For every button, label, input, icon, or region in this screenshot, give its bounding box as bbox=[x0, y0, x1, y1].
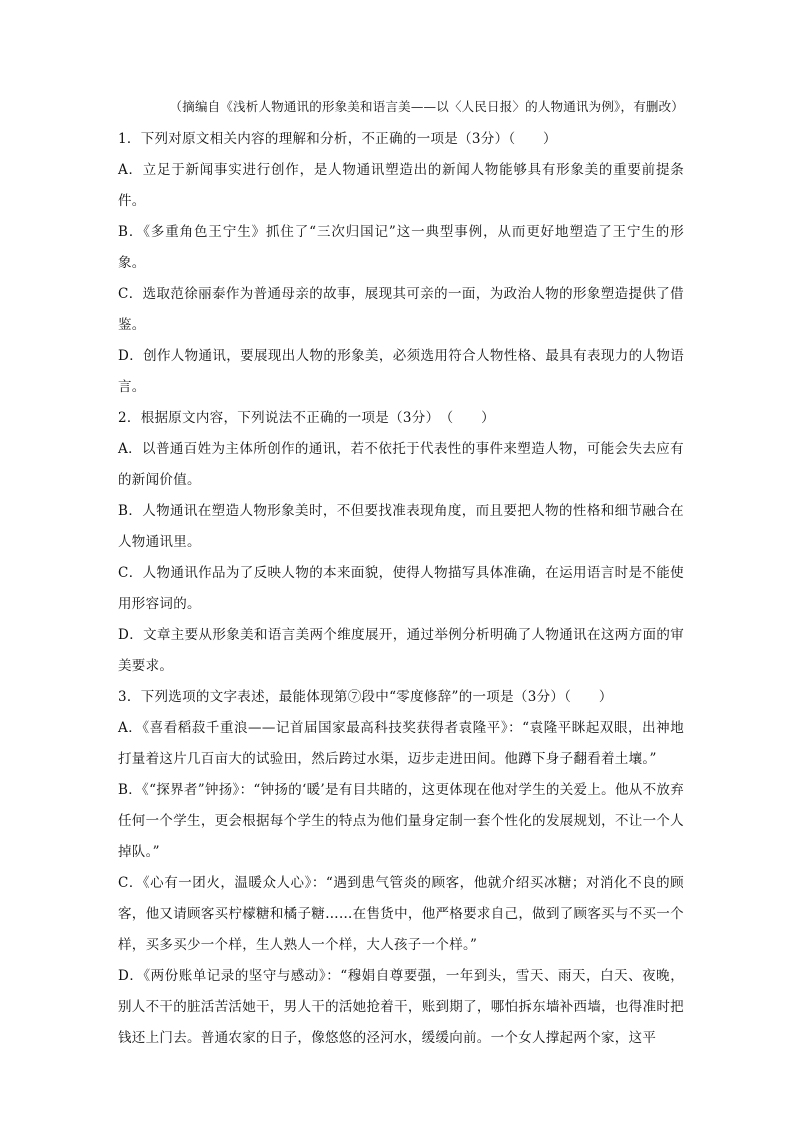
question-3-option-d: D．《两份账单记录的坚守与感动》：“穆娟自尊要强，一年到头，雪天、雨天，白天、夜晚，别人不干的脏活苦活她干，男人干的活她抢着干，账到期了，哪怕拆东墙补西墙，也得准时把钱还上门去。普通农家的日子，像悠悠的泾河水，缓缓向前。一个女人撑起两个家，这平 bbox=[118, 968, 684, 1046]
question-2-option-c: C．人物通讯作品为了反映人物的本来面貌，使得人物描写具体准确，在运用语言时是不能使用形容词的。 bbox=[118, 565, 684, 612]
question-2-stem: 2．根据原文内容，下列说法不正确的一项是（3分） （ ） bbox=[118, 410, 495, 426]
question-1 bbox=[118, 124, 684, 403]
question-3-stem: 3．下列选项的文字表述，最能体现第⑦段中“零度修辞”的一项是（3分）（ ） bbox=[118, 689, 613, 705]
question-3-option-c: C．《心有一团火，温暖众人心》：“遇到患气管炎的顾客，他就介绍买冰糖；对消化不良的顾客，他又请顾客买柠檬糖和橘子糖……在售货中，他严格要求自己，做到了顾客买与不买一个样，买多买少一个样，生人熟人一个样，大人孩子一个样。” bbox=[118, 875, 684, 953]
source-note: （摘编自《浅析人物通讯的形象美和语言美——以〈人民日报〉的人物通讯为例》，有删改） bbox=[169, 99, 684, 114]
question-1-option-d: D．创作人物通讯，要展现出人物的形象美，必须选用符合人物性格、最具有表现力的人物语言。 bbox=[118, 348, 684, 395]
question-1-option-c: C．选取范徐丽泰作为普通母亲的故事，展现其可亲的一面，为政治人物的形象塑造提供了借鉴。 bbox=[118, 286, 684, 333]
question-3 bbox=[118, 682, 684, 1054]
question-1-option-b: B．《多重角色王宁生》抓住了“三次归国记”这一典型事例，从而更好地塑造了王宁生的形象。 bbox=[118, 224, 684, 271]
question-3-option-b: B．《“探界者”钟扬》：“钟扬的‘暖’是有目共睹的，这更体现在他对学生的关爱上。他从不放弃任何一个学生，更会根据每个学生的特点为他们量身定制一套个性化的发展规划，不让一个人掉队。” bbox=[118, 782, 684, 860]
question-1-stem: 1．下列对原文相关内容的理解和分析，不正确的一项是（3分）（ ） bbox=[118, 131, 557, 147]
question-2-option-d: D．文章主要从形象美和语言美两个维度展开，通过举例分析明确了人物通讯在这两方面的审美要求。 bbox=[118, 627, 684, 674]
question-2-option-b: B．人物通讯在塑造人物形象美时，不但要找准表现角度，而且要把人物的性格和细节融合在人物通讯里。 bbox=[118, 503, 684, 550]
document-page bbox=[118, 96, 684, 1054]
question-2 bbox=[118, 403, 684, 682]
question-1-option-a: A．立足于新闻事实进行创作，是人物通讯塑造出的新闻人物能够具有形象美的重要前提条件。 bbox=[118, 162, 684, 209]
question-2-option-a: A．以普通百姓为主体所创作的通讯，若不依托于代表性的事件来塑造人物，可能会失去应有的新闻价值。 bbox=[118, 441, 684, 488]
question-3-option-a: A．《喜看稻菽千重浪——记首届国家最高科技奖获得者袁隆平》：“袁隆平眯起双眼，出神地打量着这片几百亩大的试验田，然后跨过水渠，迈步走进田间。他蹲下身子翻看着土壤。” bbox=[118, 720, 684, 767]
